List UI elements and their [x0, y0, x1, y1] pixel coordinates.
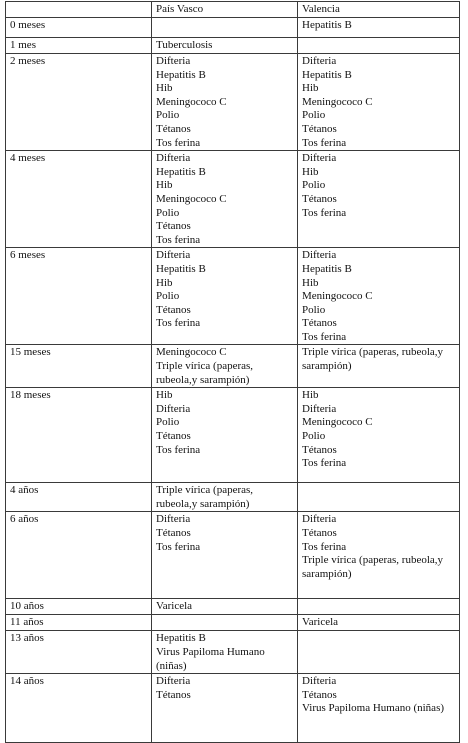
valencia-cell — [298, 631, 460, 674]
vaccine-item: Meningococo C — [156, 346, 227, 359]
valencia-cell — [298, 345, 460, 388]
table-row — [6, 615, 460, 631]
header-valencia: Valencia — [298, 2, 460, 18]
age-cell: 6 años — [6, 512, 152, 599]
vaccine-item: Tos ferina — [302, 457, 347, 470]
vaccine-item: Tétanos — [302, 527, 337, 540]
vaccine-item: Tétanos — [156, 527, 191, 540]
vaccine-item: Tétanos — [156, 430, 191, 443]
vaccine-item: Virus Papiloma Humano (niñas) — [302, 702, 445, 715]
valencia-cell — [298, 54, 460, 151]
vaccine-item: Tétanos — [156, 688, 191, 701]
vaccine-item: Hib — [156, 82, 173, 95]
vaccine-item: Hib — [302, 389, 319, 402]
pais-vasco-cell — [152, 674, 298, 743]
vaccine-item: Difteria — [156, 249, 191, 262]
vaccination-schedule-table — [5, 1, 460, 743]
age-cell: 13 años — [6, 631, 152, 674]
valencia-cell — [298, 18, 460, 38]
table-row — [6, 674, 460, 743]
pais-vasco-cell — [152, 483, 298, 512]
vaccine-item: Tos ferina — [156, 443, 201, 456]
age-cell: 15 meses — [6, 345, 152, 388]
valencia-cell — [298, 151, 460, 248]
table-row — [6, 631, 460, 674]
age-cell: 2 meses — [6, 54, 152, 151]
valencia-cell — [298, 483, 460, 512]
header-pais-vasco: País Vasco — [152, 2, 298, 18]
age-cell: 6 meses — [6, 248, 152, 345]
vaccine-item: Meningococo C — [156, 95, 227, 108]
vaccine-item: Tétanos — [302, 688, 337, 701]
table-row — [6, 388, 460, 483]
header-age — [6, 2, 152, 18]
age-cell: 1 mes — [6, 38, 152, 54]
age-cell: 0 meses — [6, 18, 152, 38]
valencia-cell — [298, 674, 460, 743]
vaccine-item: Tos ferina — [302, 540, 347, 553]
table-row — [6, 512, 460, 599]
vaccine-item: Hepatitis B — [302, 19, 352, 31]
vaccine-item: Hib — [156, 389, 173, 402]
pais-vasco-cell — [152, 248, 298, 345]
vaccine-item: Hepatitis B — [302, 68, 352, 81]
vaccine-item: Polio — [156, 290, 180, 303]
vaccine-item: Tos ferina — [302, 136, 347, 149]
pais-vasco-cell — [152, 599, 298, 615]
vaccine-item: Polio — [156, 416, 180, 429]
pais-vasco-cell — [152, 151, 298, 248]
vaccine-item: Polio — [302, 430, 326, 443]
age-cell: 14 años — [6, 674, 152, 743]
header-row — [6, 2, 460, 18]
vaccine-item: Tos ferina — [302, 206, 347, 219]
vaccine-item: Hepatitis B — [156, 262, 206, 275]
age-cell: 4 meses — [6, 151, 152, 248]
vaccine-item: Difteria — [302, 675, 337, 688]
vaccine-item: Virus Papiloma Humano (niñas) — [156, 646, 265, 672]
vaccine-item: Tos ferina — [156, 233, 201, 246]
vaccine-item: Triple vírica (paperas, rubeola,y sarampión) — [302, 554, 444, 580]
vaccine-item: Difteria — [302, 513, 337, 526]
vaccine-item: Hepatitis B — [302, 262, 352, 275]
vaccine-item: Difteria — [156, 675, 191, 688]
vaccine-item: Triple vírica (paperas, rubeola,y sarampión) — [156, 360, 254, 386]
vaccine-item: Hib — [302, 165, 319, 178]
vaccine-item: Tos ferina — [156, 540, 201, 553]
table-row — [6, 248, 460, 345]
table-row — [6, 483, 460, 512]
valencia-cell — [298, 248, 460, 345]
table-row — [6, 151, 460, 248]
age-cell: 11 años — [6, 615, 152, 631]
vaccine-item: Difteria — [156, 402, 191, 415]
pais-vasco-cell — [152, 18, 298, 38]
vaccine-item: Hepatitis B — [156, 632, 206, 645]
vaccine-item: Hib — [302, 82, 319, 95]
vaccine-item: Meningococo C — [302, 290, 373, 303]
vaccine-item: Polio — [302, 109, 326, 122]
pais-vasco-cell — [152, 345, 298, 388]
vaccine-item: Hepatitis B — [156, 165, 206, 178]
vaccine-item: Meningococo C — [156, 192, 227, 205]
vaccine-item: Difteria — [156, 55, 191, 67]
pais-vasco-cell — [152, 615, 298, 631]
vaccine-item: Difteria — [156, 513, 191, 526]
vaccine-item: Tos ferina — [302, 330, 347, 343]
valencia-cell — [298, 38, 460, 54]
valencia-cell — [298, 615, 460, 631]
pais-vasco-cell — [152, 54, 298, 151]
vaccine-item: Tétanos — [156, 122, 191, 135]
vaccine-item: Tétanos — [302, 317, 337, 330]
vaccine-item: Polio — [302, 303, 326, 316]
vaccine-item: Tétanos — [302, 443, 337, 456]
vaccine-item: Hib — [302, 276, 319, 289]
vaccine-item: Polio — [156, 109, 180, 122]
age-cell: 10 años — [6, 599, 152, 615]
valencia-cell — [298, 512, 460, 599]
table-row — [6, 599, 460, 615]
valencia-cell — [298, 599, 460, 615]
vaccine-item: Tétanos — [156, 303, 191, 316]
vaccine-item: Polio — [156, 206, 180, 219]
table-row — [6, 345, 460, 388]
vaccine-item: Difteria — [302, 402, 337, 415]
vaccine-item: Meningococo C — [302, 95, 373, 108]
vaccine-item: Hepatitis B — [156, 68, 206, 81]
vaccine-item: Difteria — [302, 249, 337, 262]
vaccine-item: Tuberculosis — [156, 39, 213, 51]
vaccine-item: Meningococo C — [302, 416, 373, 429]
pais-vasco-cell — [152, 38, 298, 54]
vaccine-item: Hib — [156, 179, 173, 192]
vaccine-item: Triple vírica (paperas, rubeola,y sarampión) — [302, 346, 444, 373]
vaccine-item: Tétanos — [156, 220, 191, 233]
vaccine-item: Tos ferina — [156, 317, 201, 330]
table-row — [6, 38, 460, 54]
vaccine-item: Tétanos — [302, 122, 337, 135]
age-cell: 18 meses — [6, 388, 152, 483]
table-row — [6, 18, 460, 38]
vaccine-item: Tétanos — [302, 192, 337, 205]
vaccine-item: Tos ferina — [156, 136, 201, 149]
vaccine-item: Difteria — [302, 55, 337, 67]
vaccine-item: Varicela — [302, 616, 339, 629]
vaccine-item: Hib — [156, 276, 173, 289]
table-row — [6, 54, 460, 151]
vaccine-item: Polio — [302, 179, 326, 192]
valencia-cell — [298, 388, 460, 483]
vaccine-item: Difteria — [302, 152, 337, 165]
pais-vasco-cell — [152, 512, 298, 599]
vaccine-item: Varicela — [156, 600, 193, 613]
pais-vasco-cell — [152, 631, 298, 674]
pais-vasco-cell — [152, 388, 298, 483]
vaccine-item: Difteria — [156, 152, 191, 165]
age-cell: 4 años — [6, 483, 152, 512]
vaccine-item: Triple vírica (paperas, rubeola,y sarampión) — [156, 484, 254, 510]
